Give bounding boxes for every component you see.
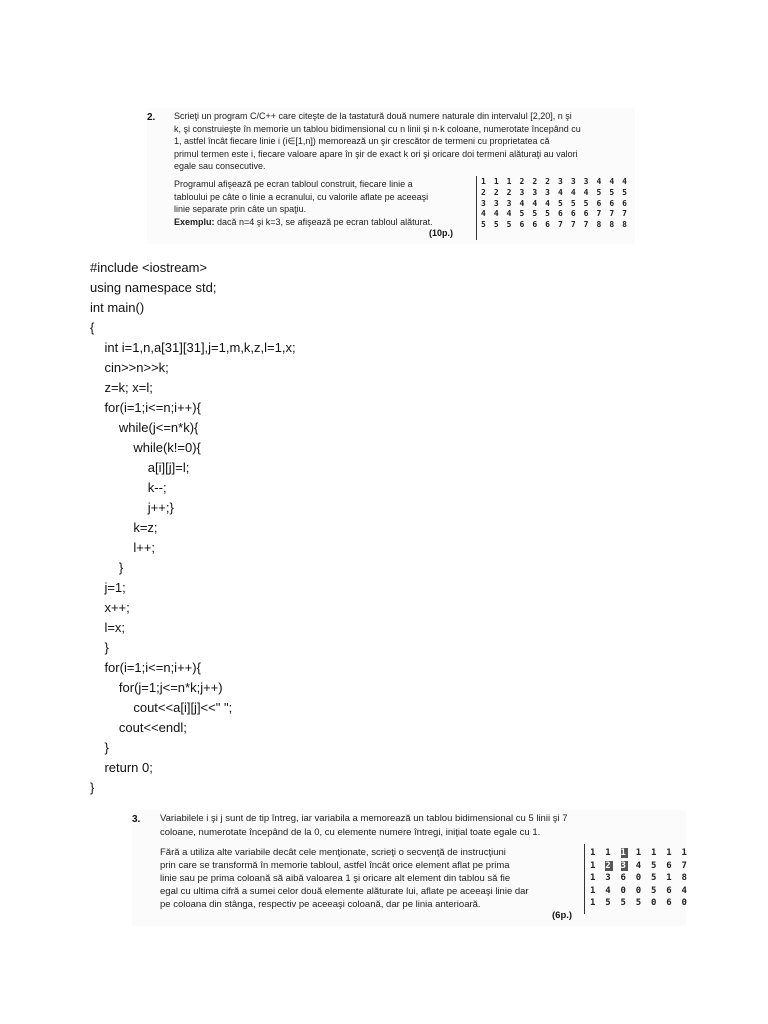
problem-3-left-line: Fără a utiliza alte variabile decât cele menţionate, scrieţi o secvenţă de instrucţiuni — [160, 847, 506, 858]
matrix-cell: 5 — [635, 898, 644, 909]
problem-3-left-line: egal cu ultima cifră a sumei celor două elemente alăturate lui, aflate pe aceeaşi linie dar — [160, 886, 529, 897]
problem-3-left-line: pe coloana din stânga, respectiv pe aceeaşi coloană, dar pe linia anterioară. — [160, 899, 481, 910]
code-line: x++; — [90, 600, 130, 615]
matrix-cell: 4 — [681, 885, 690, 896]
matrix-cell: 0 — [635, 873, 644, 884]
problem-2-left-line: linie separate prin câte un spaţiu. — [174, 204, 307, 214]
matrix-cell: 1 — [605, 848, 613, 858]
code-line: int main() — [90, 300, 145, 315]
code-line: l=x; — [90, 620, 126, 635]
matrix-cell: 1 — [590, 860, 598, 871]
code-line: int i=1,n,a[31][31],j=1,m,k,z,l=1,x; — [90, 340, 296, 355]
problem-3-left-line: prin care se transformă în memorie tabloul, astfel încât orice element aflat pe prima — [160, 860, 510, 871]
code-line: } — [90, 640, 109, 655]
code-line: for(j=1;j<=n*k;j++) — [90, 680, 223, 695]
matrix-cell: 1 — [590, 885, 598, 896]
code-line: for(i=1;i<=n;i++){ — [90, 660, 201, 675]
matrix-row: 4 4 4 5 5 5 6 6 6 7 7 7 — [481, 209, 629, 219]
problem-2-left-line: Programul afişează pe ecran tabloul construit, fiecare linie a — [174, 179, 413, 189]
matrix-cell: 6 — [666, 898, 674, 909]
code-line: j=1; — [90, 580, 126, 595]
example-text: dacă n=4 şi k=3, se afişează pe ecran tabloul alăturat. — [214, 216, 433, 227]
matrix-cell: 7 — [681, 860, 690, 871]
problem-3-statement — [160, 812, 685, 839]
code-line: a[i][j]=l; — [90, 460, 190, 475]
matrix-cell: 5 — [651, 873, 659, 884]
problem-3-image — [132, 810, 690, 926]
matrix-row: 1 1 1 2 2 2 3 3 3 4 4 4 — [481, 177, 629, 186]
problem-3-task — [160, 846, 580, 911]
matrix-cell: 0 — [620, 885, 629, 896]
code-line: cout<<a[i][j]<<" "; — [90, 700, 233, 715]
problem-2-example — [174, 216, 474, 229]
code-line: for(i=1;i<=n;i++){ — [90, 400, 201, 415]
problem-3-line: Variabilele i şi j sunt de tip întreg, iar variabila a memorează un tablou bidimensional cu 5 linii şi 7 — [160, 813, 568, 824]
code-line: cout<<endl; — [90, 720, 187, 735]
matrix-cell: 0 — [681, 898, 690, 909]
code-line: k=z; — [90, 520, 158, 535]
code-line: j++;} — [90, 500, 174, 515]
example-label: Exemplu: — [174, 216, 215, 227]
matrix-cell: 1 — [590, 848, 598, 858]
matrix-cell: 5 — [605, 898, 613, 909]
matrix-cell: 1 — [681, 848, 690, 858]
problem-3-left-line: linie sau pe prima coloană să aibă valoarea 1 şi oricare alt element din tablou să fie — [160, 873, 511, 884]
matrix-row — [590, 860, 689, 873]
matrix-cell: 5 — [620, 898, 629, 909]
matrix-cell: 4 — [605, 885, 613, 896]
problem-2-points: (10p.) — [429, 228, 454, 238]
problem-2-number: 2. — [147, 112, 156, 123]
code-line: { — [90, 320, 95, 335]
problem-3-matrix — [590, 847, 689, 910]
code-line: while(k!=0){ — [90, 440, 201, 455]
matrix-cell: 6 — [620, 873, 629, 884]
problem-2-matrix — [481, 177, 629, 231]
matrix-cell: 1 — [590, 873, 598, 884]
matrix-row: 2 2 2 3 3 3 4 4 4 5 5 5 — [481, 187, 629, 197]
matrix-divider — [584, 844, 585, 914]
matrix-row — [590, 872, 689, 885]
matrix-cell: 1 — [590, 898, 598, 909]
problem-2-statement — [174, 110, 634, 173]
matrix-cell: 5 — [651, 885, 659, 896]
problem-2-output-description — [174, 178, 474, 228]
problem-2-line: Scrieţi un program C/C++ care citeşte de la tastatură două numere naturale din intervalul [2,20], n şi — [174, 111, 572, 121]
matrix-row — [590, 847, 689, 860]
problem-3-points: (6p.) — [552, 910, 573, 921]
code-line: k--; — [90, 480, 167, 495]
matrix-cell: 0 — [635, 885, 644, 896]
matrix-row — [590, 885, 689, 898]
code-line: using namespace std; — [90, 280, 217, 295]
matrix-cell: 8 — [681, 873, 690, 884]
matrix-cell: 3 — [605, 873, 613, 884]
matrix-cell-highlighted: 2 — [605, 860, 613, 871]
code-line: z=k; x=l; — [90, 380, 153, 395]
problem-2-line: 1, astfel încât fiecare linie i (i∈[1,n]) memorează un şir crescător de termeni cu proprietatea că — [174, 136, 550, 146]
code-line: return 0; — [90, 760, 153, 775]
matrix-cell-highlighted: 1 — [620, 848, 629, 858]
problem-2-left-line: tabloului pe câte o linie a ecranului, cu valorile aflate pe aceeaşi — [174, 191, 429, 202]
code-line: cin>>n>>k; — [90, 360, 169, 375]
problem-2-line: primul termen este i, fiecare valoare apare în şir de exact k ori şi oricare doi termeni alăturaţi au valori — [174, 148, 578, 159]
matrix-row: 5 5 5 6 6 6 7 7 7 8 8 8 — [481, 220, 629, 230]
matrix-cell: 4 — [635, 860, 644, 871]
matrix-cell: 1 — [651, 848, 659, 858]
matrix-cell: 5 — [651, 860, 659, 871]
matrix-row — [590, 897, 689, 910]
code-line: } — [90, 780, 95, 795]
matrix-cell: 1 — [666, 873, 674, 884]
matrix-cell: 1 — [666, 848, 674, 858]
matrix-cell-highlighted: 3 — [620, 860, 629, 871]
code-line: l++; — [90, 540, 156, 555]
code-line: } — [90, 560, 124, 575]
matrix-row: 3 3 3 4 4 4 5 5 5 6 6 6 — [481, 198, 629, 208]
code-line: #include <iostream> — [90, 260, 208, 275]
matrix-cell: 1 — [635, 848, 644, 858]
matrix-cell: 6 — [666, 860, 674, 871]
matrix-cell: 0 — [651, 898, 659, 909]
problem-2-line: egale sau consecutive. — [174, 161, 266, 171]
matrix-cell: 6 — [666, 885, 674, 896]
matrix-divider — [476, 176, 477, 240]
problem-2-image — [147, 108, 635, 244]
code-line: } — [90, 740, 109, 755]
problem-2-line: k, şi construieşte în memorie un tablou bidimensional cu n linii şi n·k coloane, numerotate începând cu — [174, 123, 581, 134]
problem-3-number: 3. — [132, 814, 141, 825]
code-line: while(j<=n*k){ — [90, 420, 199, 435]
problem-3-line: coloane, numerotate începând de la 0, cu elemente numere întregi, iniţial toate egale cu 1. — [160, 826, 541, 838]
